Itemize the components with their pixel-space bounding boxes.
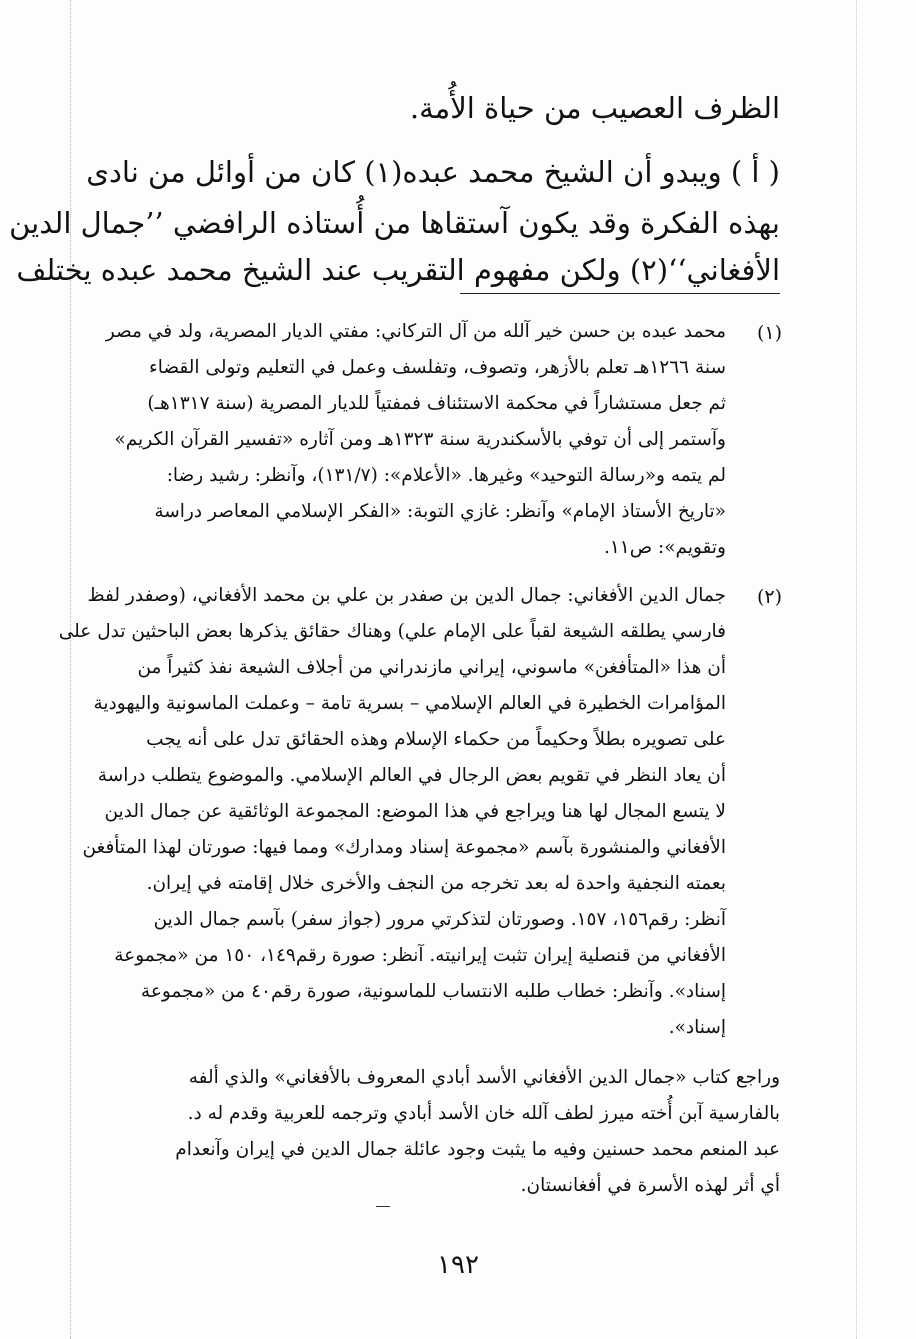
footnote-line: الأفغاني والمنشورة بآسم «مجموعة إسناد ومدارك» ومما فيها: صورتان لهذا المتأفغن xyxy=(82,837,726,858)
footnote-number: (٢) xyxy=(756,586,782,608)
end-mark xyxy=(376,1206,390,1207)
footnote-line: إسناد». وآنظر: خطاب طلبه الانتساب للماسونية، صورة رقم٤٠ من «مجموعة xyxy=(140,981,726,1002)
closing-line: وراجع كتاب «جمال الدين الأفغاني الأسد أبادي المعروف بالأفغاني» والذي ألفه xyxy=(188,1067,780,1088)
closing-line: عبد المنعم محمد حسنين وفيه ما يثبت وجود عائلة جمال الدين في إيران وآنعدام xyxy=(175,1139,780,1160)
footnote-line: سنة ١٢٦٦هـ تعلم بالأزهر، وتصوف، وتفلسف وعمل في التعليم وتولى القضاء xyxy=(149,357,726,378)
footnote-line: وآستمر إلى أن توفي بالأسكندرية سنة ١٣٢٣هـ ومن آثاره «تفسير القرآن الكريم» xyxy=(114,429,726,450)
main-text-line: بهذه الفكرة وقد يكون آستقاها من أُستاذه الرافضي ’’جمال الدين xyxy=(9,206,780,240)
footnote-line: المؤامرات الخطيرة في العالم الإسلامي – بسرية تامة – وعملت الماسونية واليهودية xyxy=(93,693,726,714)
footnote-line: ثم جعل مستشاراً في محكمة الاستئناف فمفتياً للديار المصرية (سنة ١٣١٧هـ) xyxy=(147,393,726,414)
closing-line: بالفارسية آبن أُخته ميرز لطف آلله خان الأسد أبادي وترجمه للعربية وقدم له د. xyxy=(187,1103,780,1124)
footnote-line: أن يعاد النظر في تقويم بعض الرجال في العالم الإسلامي. والموضوع يتطلب دراسة xyxy=(97,765,726,786)
main-text-line: الظرف العصيب من حياة الأُمة. xyxy=(409,91,780,125)
footnote-line: جمال الدين الأفغاني: جمال الدين بن صفدر بن علي بن محمد الأفغاني، (وصفدر لفظ xyxy=(87,585,726,606)
main-text-line: الأفغاني‘‘(٢) ولكن مفهوم التقريب عند الشيخ محمد عبده يختلف xyxy=(16,253,780,287)
footnote-line: «تاريخ الأستاذ الإمام» وآنظر: غازي التوبة: «الفكر الإسلامي المعاصر دراسة xyxy=(154,501,726,522)
footnote-line: بعمته النجفية واحدة له بعد تخرجه من النجف والأخرى خلال إقامته في إيران. xyxy=(146,873,726,894)
closing-line: أي أثر لهذه الأسرة في أفغانستان. xyxy=(520,1175,780,1196)
footnote-line: آنظر: رقم١٥٦، ١٥٧. وصورتان لتذكرتي مرور (جواز سفر) بآسم جمال الدين xyxy=(153,909,726,930)
footnote-line: إسناد». xyxy=(668,1017,726,1038)
footnote-line: لم يتمه و«رسالة التوحيد» وغيرها. «الأعلام»: (١٣١/٧)، وآنظر: رشيد رضا: xyxy=(166,465,726,486)
footnote-line: لا يتسع المجال لها هنا ويراجع في هذا الموضع: المجموعة الوثائقية عن جمال الدين xyxy=(104,801,726,822)
footnote-line: على تصويره بطلاً وحكيماً من حكماء الإسلام وهذه الحقائق تدل على أنه يجب xyxy=(146,729,726,750)
main-text-line: ( أ ) ويبدو أن الشيخ محمد عبده(١) كان من أوائل من نادى xyxy=(86,155,780,189)
footnote-line: الأفغاني من قنصلية إيران تثبت إيرانيته. آنظر: صورة رقم١٤٩، ١٥٠ من «مجموعة xyxy=(114,945,726,966)
left-margin-dots xyxy=(70,0,71,1339)
footnote-line: أن هذا «المتأفغن» ماسوني، إيراني مازندراني من أجلاف الشيعة نفذ كثيراً من xyxy=(137,657,726,678)
footnote-line: محمد عبده بن حسن خير آلله من آل التركاني: مفتي الديار المصرية، ولد في مصر xyxy=(105,321,726,342)
right-margin-dots xyxy=(856,0,857,1339)
page-number: ١٩٢ xyxy=(437,1250,479,1280)
footnote-line: وتقويم»: ص١١. xyxy=(603,537,726,558)
footnote-line: فارسي يطلقه الشيعة لقباً على الإمام علي) وهناك حقائق يذكرها بعض الباحثين تدل على xyxy=(58,621,726,642)
footnote-number: (١) xyxy=(756,322,782,344)
footnote-divider xyxy=(460,293,780,294)
